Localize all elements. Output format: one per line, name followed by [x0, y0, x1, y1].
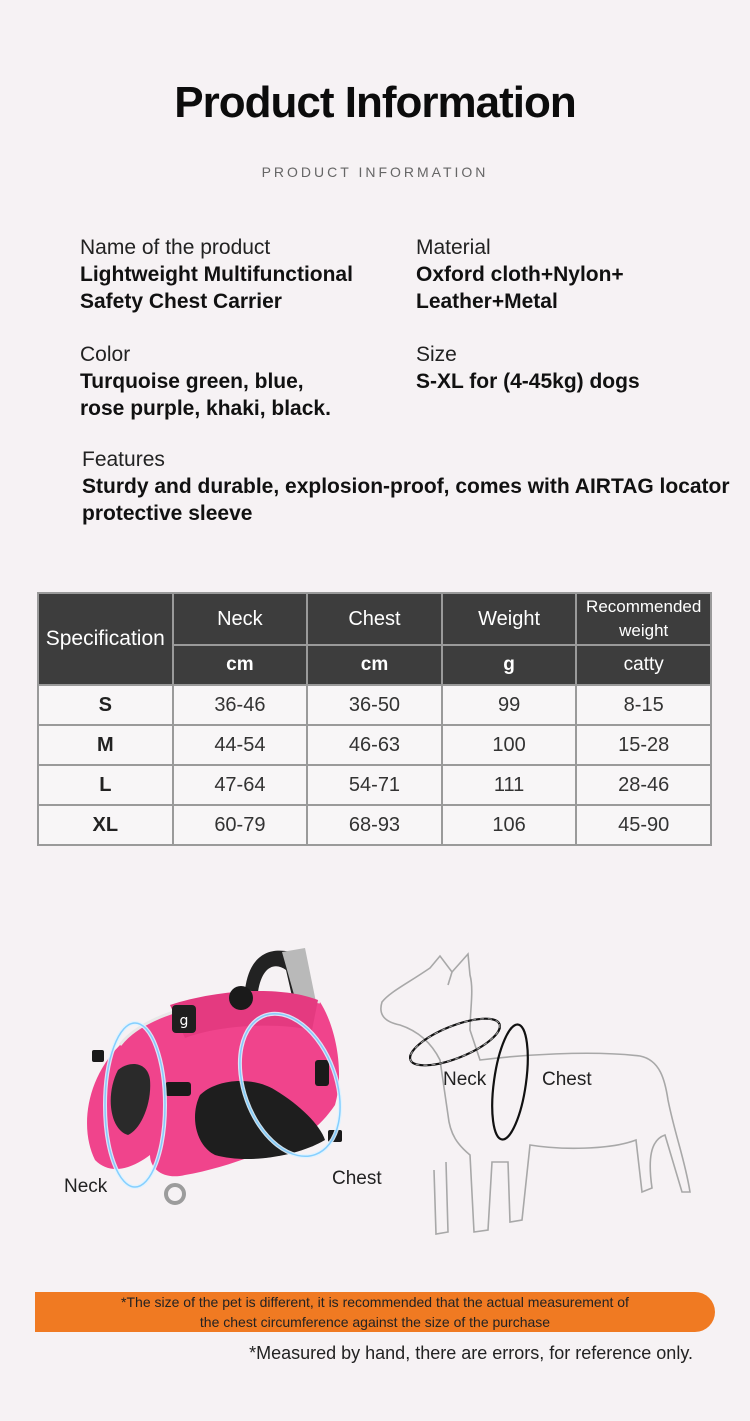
col-weight-header: Weight [442, 593, 577, 645]
cell-chest: 46-63 [307, 725, 442, 765]
cell-chest: 36-50 [307, 685, 442, 725]
info-features [82, 446, 732, 527]
cell-rec: 28-46 [576, 765, 711, 805]
info-size-value: S-XL for (4-45kg) dogs [416, 370, 640, 393]
cell-size: L [38, 765, 173, 805]
page-subtitle: PRODUCT INFORMATION [261, 164, 489, 180]
banner-line-1: *The size of the pet is different, it is recommended that the actual measurement of [121, 1294, 629, 1310]
size-table [37, 592, 712, 846]
spec-header: Specification [38, 593, 173, 685]
cell-neck: 47-64 [173, 765, 308, 805]
harness-image [87, 948, 359, 1203]
cell-chest: 68-93 [307, 805, 442, 845]
cell-neck: 36-46 [173, 685, 308, 725]
illustration [0, 930, 750, 1260]
dog-chest-label: Chest [542, 1069, 592, 1090]
info-name-value: Lightweight Multifunctional Safety Chest Carrier [80, 263, 353, 313]
table-row [38, 805, 711, 845]
cell-weight: 111 [442, 765, 577, 805]
dog-chest-ring [486, 1022, 534, 1141]
cell-weight: 99 [442, 685, 577, 725]
info-name [80, 234, 353, 315]
info-material-label: Material [416, 236, 491, 259]
illustration-svg [0, 930, 750, 1260]
table-row [38, 725, 711, 765]
size-advice-banner [35, 1292, 715, 1332]
cell-neck: 44-54 [173, 725, 308, 765]
harness-chest-label: Chest [332, 1168, 382, 1189]
col-rec-header: Recommended weight [576, 593, 711, 645]
info-size [416, 341, 640, 395]
info-features-value: Sturdy and durable, explosion-proof, comes with AIRTAG locator protective sleeve [82, 475, 730, 525]
info-size-label: Size [416, 343, 457, 366]
cell-neck: 60-79 [173, 805, 308, 845]
page-title: Product Information [174, 78, 576, 127]
dog-neck-label: Neck [443, 1069, 487, 1090]
cell-rec: 45-90 [576, 805, 711, 845]
svg-text:g: g [179, 1013, 189, 1029]
cell-weight: 106 [442, 805, 577, 845]
cell-size: XL [38, 805, 173, 845]
banner-line-2: the chest circumference against the size of the purchase [199, 1314, 551, 1330]
info-color-label: Color [80, 343, 131, 366]
dog-outline-image [381, 954, 690, 1234]
cell-chest: 54-71 [307, 765, 442, 805]
col-chest-header: Chest [307, 593, 442, 645]
table-row [38, 765, 711, 805]
info-material-value: Oxford cloth+Nylon+ Leather+Metal [416, 263, 624, 313]
cell-weight: 100 [442, 725, 577, 765]
cell-size: M [38, 725, 173, 765]
table-row [38, 685, 711, 725]
harness-neck-label: Neck [64, 1176, 108, 1197]
cell-size: S [38, 685, 173, 725]
col-chest-unit: cm [307, 645, 442, 685]
info-color-value: Turquoise green, blue, rose purple, khaki, black. [80, 370, 331, 420]
measurement-note: *Measured by hand, there are errors, for reference only. [249, 1343, 693, 1363]
col-neck-header: Neck [173, 593, 308, 645]
col-rec-unit: catty [576, 645, 711, 685]
col-weight-unit: g [442, 645, 577, 685]
info-features-label: Features [82, 448, 165, 471]
info-color [80, 341, 331, 422]
info-material [416, 234, 624, 315]
cell-rec: 8-15 [576, 685, 711, 725]
cell-rec: 15-28 [576, 725, 711, 765]
info-name-label: Name of the product [80, 236, 271, 259]
col-neck-unit: cm [173, 645, 308, 685]
